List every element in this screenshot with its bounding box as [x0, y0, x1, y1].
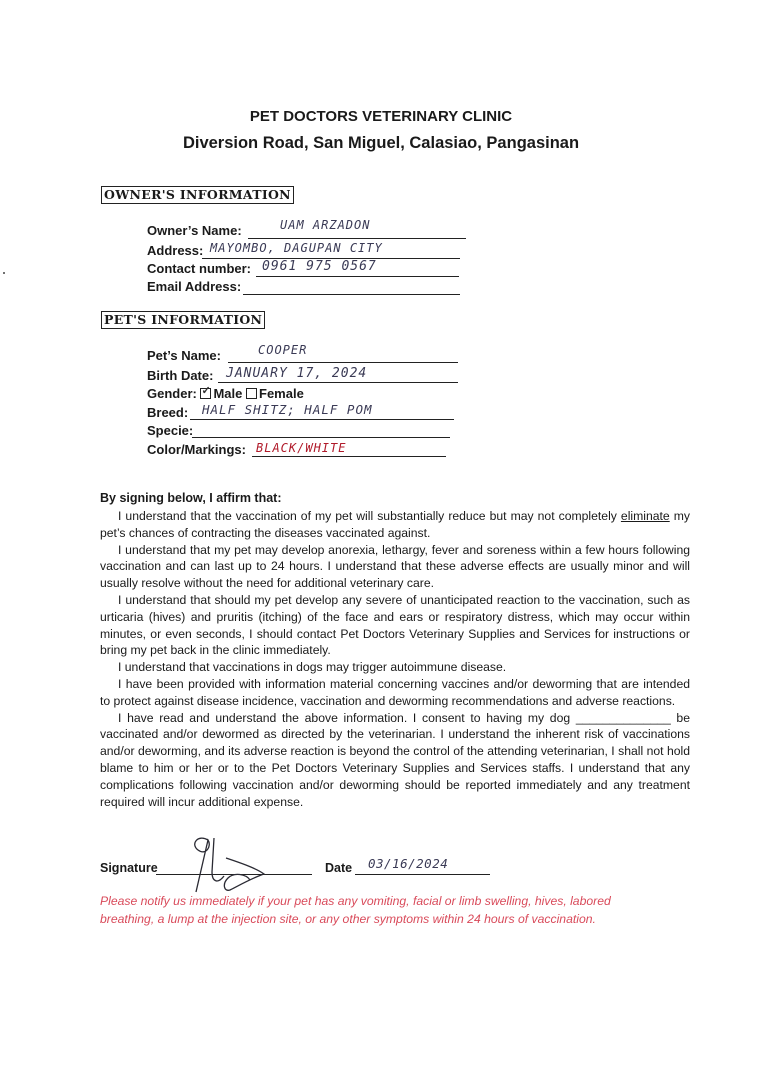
- consent-p1-text-end: my pet’s chances of contracting the diseases vaccinated against.: [100, 509, 690, 540]
- female-label: Female: [259, 386, 304, 401]
- birth-date-value: JANUARY 17, 2024: [226, 366, 368, 381]
- pet-section-title: PET'S INFORMATION: [101, 311, 265, 329]
- consent-p1-text: I understand that the vaccination of my pet will substantially reduce but may not completely: [118, 509, 621, 523]
- breed-value: HALF SHITZ; HALF POM: [202, 402, 373, 417]
- scan-speck: [3, 272, 5, 274]
- owner-name-value: UAM ARZADON: [280, 218, 371, 232]
- specie-field[interactable]: [192, 423, 450, 438]
- breed-label: Breed:: [147, 405, 189, 420]
- contact-number-value: 0961 975 0567: [262, 259, 377, 274]
- gender-label: Gender:: [147, 386, 197, 401]
- signature-label: Signature: [100, 861, 158, 875]
- signature-scribble: [168, 832, 278, 902]
- contact-number-label: Contact number:: [147, 261, 251, 276]
- consent-paragraph-3: I understand that should my pet develop any severe of unanticipated reaction to the vaccination, such as urticaria (hives) and pruritis (itching) of the face and ears or respiratory distress, which may occur within minutes, or even seconds, I should contact Pet Doctors Veterinary Supplies and Services for instructions or bring my pet back in the clinic immediately.: [100, 592, 690, 658]
- email-field[interactable]: [243, 280, 460, 295]
- dog-name-blank[interactable]: ______________: [575, 710, 671, 725]
- consent-paragraph-1: [100, 508, 690, 542]
- consent-p6-text: I have read and understand the above information. I consent to having my dog: [118, 710, 576, 725]
- pet-name-value: COOPER: [258, 343, 308, 357]
- consent-paragraph-6: [100, 710, 690, 811]
- date-value: 03/16/2024: [368, 856, 449, 871]
- owner-address-value: MAYOMBO, DAGUPAN CITY: [210, 241, 383, 255]
- clinic-name: PET DOCTORS VETERINARY CLINIC: [249, 108, 513, 125]
- female-checkbox[interactable]: [246, 388, 257, 399]
- consent-body: [100, 508, 690, 810]
- owner-address-label: Address:: [147, 243, 204, 258]
- date-label: Date: [325, 861, 353, 875]
- email-label: Email Address:: [147, 279, 242, 294]
- gender-row: [147, 386, 304, 401]
- color-markings-value: BLACK/WHITE: [256, 441, 347, 455]
- consent-paragraph-4: I understand that vaccinations in dogs may trigger autoimmune disease.: [118, 660, 507, 675]
- color-markings-label: Color/Markings:: [147, 442, 246, 457]
- notice-text: Please notify us immediately if your pet has any vomiting, facial or limb swelling, hives, labored breathing, a lump at the injection site, or any other symptoms within 24 hours of vaccination.: [100, 894, 611, 926]
- eliminate-underlined: eliminate: [620, 509, 670, 523]
- consent-paragraph-2: I understand that my pet may develop anorexia, lethargy, fever and soreness within a few hours following vaccination and can last up to 24 hours. I understand that these adverse effects are usually minor and will usually resolve without the need for additional veterinary care.: [100, 542, 690, 591]
- affirm-heading: By signing below, I affirm that:: [100, 491, 282, 505]
- specie-label: Specie:: [147, 423, 194, 438]
- consent-p6-text-end: be vaccinated and/or dewormed as directed by the veterinarian. I understand the inherent risk of vaccinations and/or deworming, and its adverse reaction is beyond the control of the attending veterinarian, I shall not hold blame to him or her or to the Pet Doctors Veterinary Supplies and Services staffs. I understand that any complications following vaccination and/or deworming should be reported immediately and any treatment required will incur additional expense.: [100, 710, 690, 809]
- male-checkbox[interactable]: [200, 388, 211, 399]
- owner-section-title: OWNER'S INFORMATION: [101, 186, 294, 204]
- birth-date-label: Birth Date:: [147, 368, 214, 383]
- pet-name-label: Pet’s Name:: [147, 348, 221, 363]
- male-label: Male: [213, 386, 243, 401]
- clinic-address: Diversion Road, San Miguel, Calasiao, Pangasinan: [182, 134, 580, 152]
- owner-name-label: Owner’s Name:: [147, 223, 242, 238]
- consent-paragraph-5: I have been provided with information material concerning vaccines and/or deworming that are intended to protect against disease incidence, vaccination and deworming recommendations and adverse reactions.: [100, 676, 690, 708]
